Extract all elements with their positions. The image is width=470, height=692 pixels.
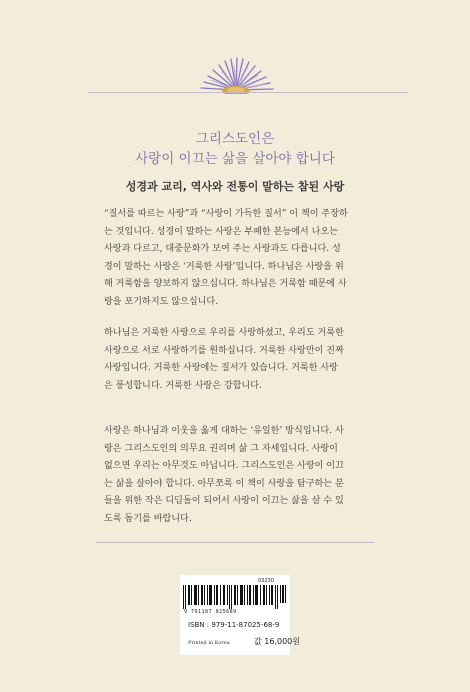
barcode-addon-code: 03230 bbox=[258, 578, 274, 584]
bottom-divider bbox=[96, 542, 374, 543]
text-line: 는 것입니다. 성경이 말하는 사랑은 부패한 본능에서 나오는 bbox=[104, 226, 338, 237]
text-line: 는 삶을 살아야 합니다. 아무쪼록 이 책이 사랑을 탐구하는 분 bbox=[104, 478, 344, 489]
barcode-digits: 9 791187 025689 bbox=[184, 609, 237, 615]
paragraph-1 bbox=[104, 206, 368, 312]
title-line-2: 사랑이 이끄는 삶을 살아야 합니다 bbox=[135, 151, 335, 167]
flower-icon bbox=[195, 56, 277, 94]
barcode-icon bbox=[183, 585, 287, 609]
text-line: 경이 말하는 사랑은 ‘거룩한 사랑’입니다. 하나님은 사랑을 위 bbox=[104, 261, 344, 272]
text-line: 들을 위한 작은 디딤돌이 되어서 사랑이 이끄는 삶을 살 수 있 bbox=[104, 496, 344, 507]
text-line: 랑은 그리스도인의 의무요 권리며 삶 그 자세입니다. 사랑이 bbox=[104, 443, 338, 454]
text-line: 하나님은 거룩한 사랑으로 우리를 사랑하셨고, 우리도 거룩한 bbox=[104, 328, 344, 338]
subtitle: 성경과 교리, 역사와 전통이 말하는 참된 사랑 bbox=[125, 180, 345, 193]
text-line: 사랑으로 서로 사랑하기를 원하십니다. 거룩한 사랑만이 진짜 bbox=[104, 345, 344, 356]
title-line-1: 그리스도인은 bbox=[195, 131, 275, 147]
text-line: 은 풍성합니다. 거룩한 사랑은 강합니다. bbox=[104, 380, 262, 391]
text-line: 없으면 우리는 아무것도 아닙니다. 그리스도인은 사랑이 이끄 bbox=[104, 461, 344, 472]
text-line: 랑을 포기하지도 않으십니다. bbox=[104, 296, 219, 307]
paragraph-3 bbox=[104, 423, 368, 529]
text-line: 도록 돕기를 바랍니다. bbox=[104, 513, 192, 524]
text-line: 해 거룩함을 양보하지 않으십니다. 하나님은 거룩함 때문에 사 bbox=[104, 279, 347, 290]
top-rule-right bbox=[244, 92, 408, 93]
top-rule-left bbox=[88, 92, 248, 93]
text-line: 사랑은 하나님과 이웃을 옳게 대하는 ‘유일한’ 방식입니다. 사 bbox=[104, 426, 344, 436]
text-line: “질서를 따르는 사랑”과 “사랑이 가득한 질서” 이 책이 주장하 bbox=[104, 209, 348, 219]
text-line: 사랑입니다. 거룩한 사랑에는 질서가 있습니다. 거룩한 사랑 bbox=[104, 363, 338, 374]
paragraph-2 bbox=[104, 325, 368, 395]
price-text: 값 16,000원 bbox=[254, 637, 300, 646]
isbn-text: ISBN : 979-11-87025-68-9 bbox=[188, 621, 280, 629]
text-line: 사랑과 다르고, 대중문화가 보여 주는 사랑과도 다릅니다. 성 bbox=[104, 244, 341, 255]
printed-in-korea: Printed in Korea bbox=[188, 640, 230, 646]
